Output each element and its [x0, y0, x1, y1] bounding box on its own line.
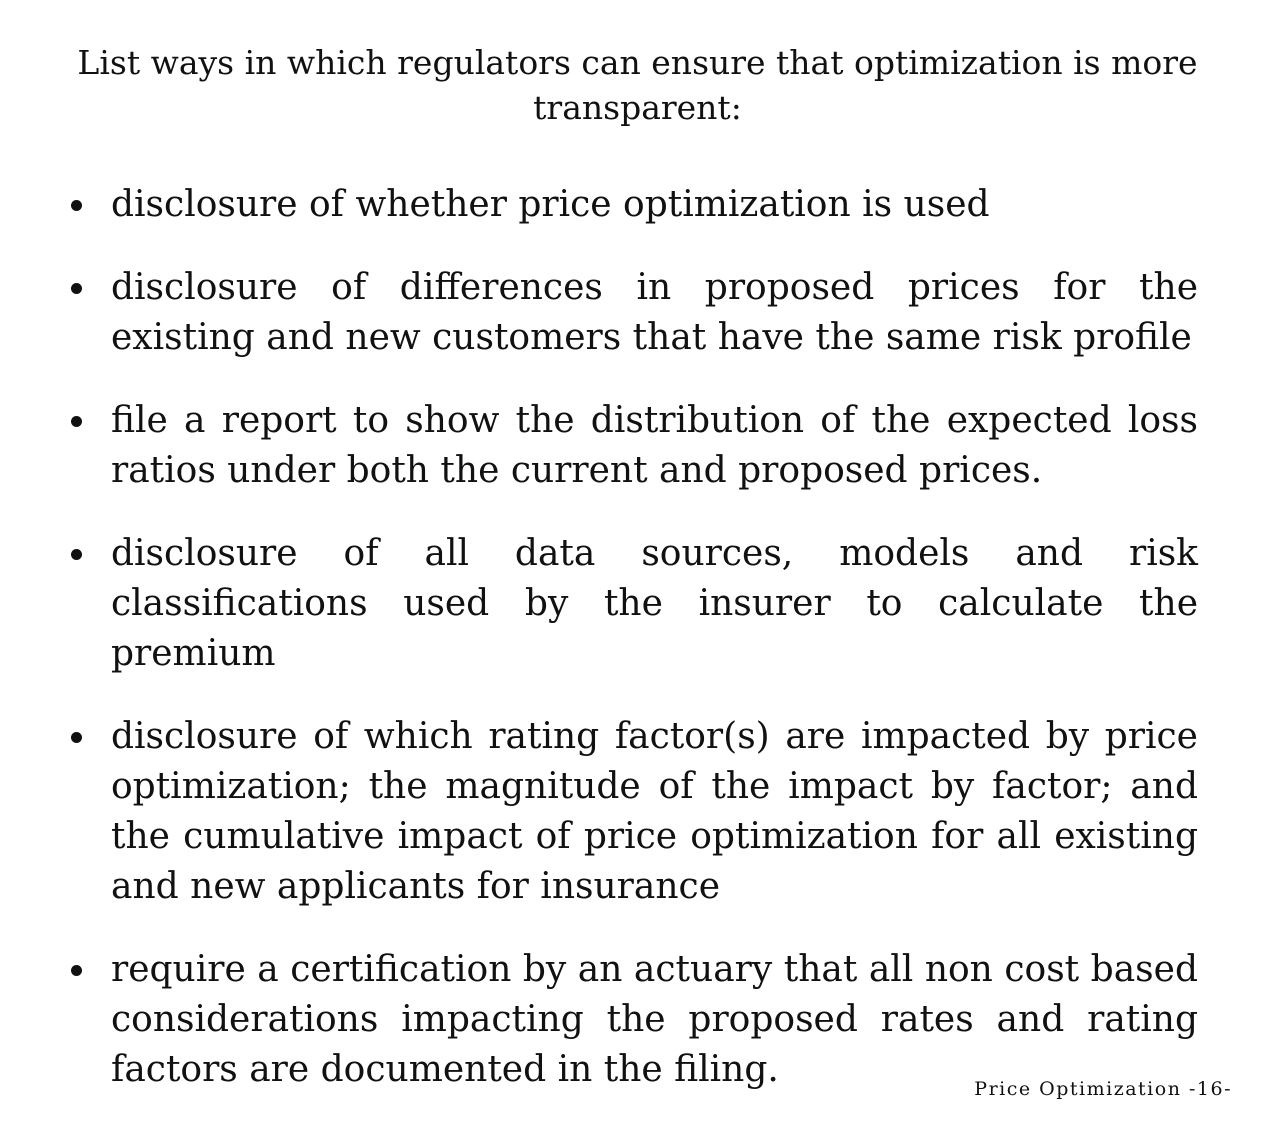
bullet-text: disclosure of all data sources, models and risk classifications used by the insurer to calculate the premium	[111, 533, 1198, 674]
list-item	[111, 180, 1198, 230]
bullet-text: disclosure of differences in proposed prices for the existing and new customers that have the same risk profile	[111, 267, 1198, 358]
bullet-icon	[71, 549, 82, 560]
bullet-text: disclosure of which rating factor(s) are impacted by price optimization; the magnitude of the impact by factor; and the cumulative impact of price optimization for all existing and new applicants for insurance	[111, 716, 1198, 907]
bullet-text: disclosure of whether price optimization is used	[111, 184, 990, 225]
bullet-icon	[71, 200, 82, 211]
bullet-icon	[71, 732, 82, 743]
bullet-icon	[71, 416, 82, 427]
list-item	[111, 712, 1198, 912]
list-item	[111, 396, 1198, 496]
page-footer: Price Optimization -16-	[974, 1078, 1232, 1100]
question-text: List ways in which regulators can ensure that optimization is more transparent:	[77, 43, 1198, 127]
list-item	[111, 529, 1198, 679]
bullet-text: file a report to show the distribution of the expected loss ratios under both the current and proposed prices.	[111, 400, 1198, 491]
bullet-icon	[71, 283, 82, 294]
list-item	[111, 945, 1198, 1095]
bullet-list	[0, 180, 1275, 1128]
bullet-text: require a certification by an actuary that all non cost based considerations impacting the proposed rates and rating factors are documented in the filing.	[111, 949, 1198, 1090]
bullet-icon	[71, 965, 82, 976]
list-item	[111, 263, 1198, 363]
